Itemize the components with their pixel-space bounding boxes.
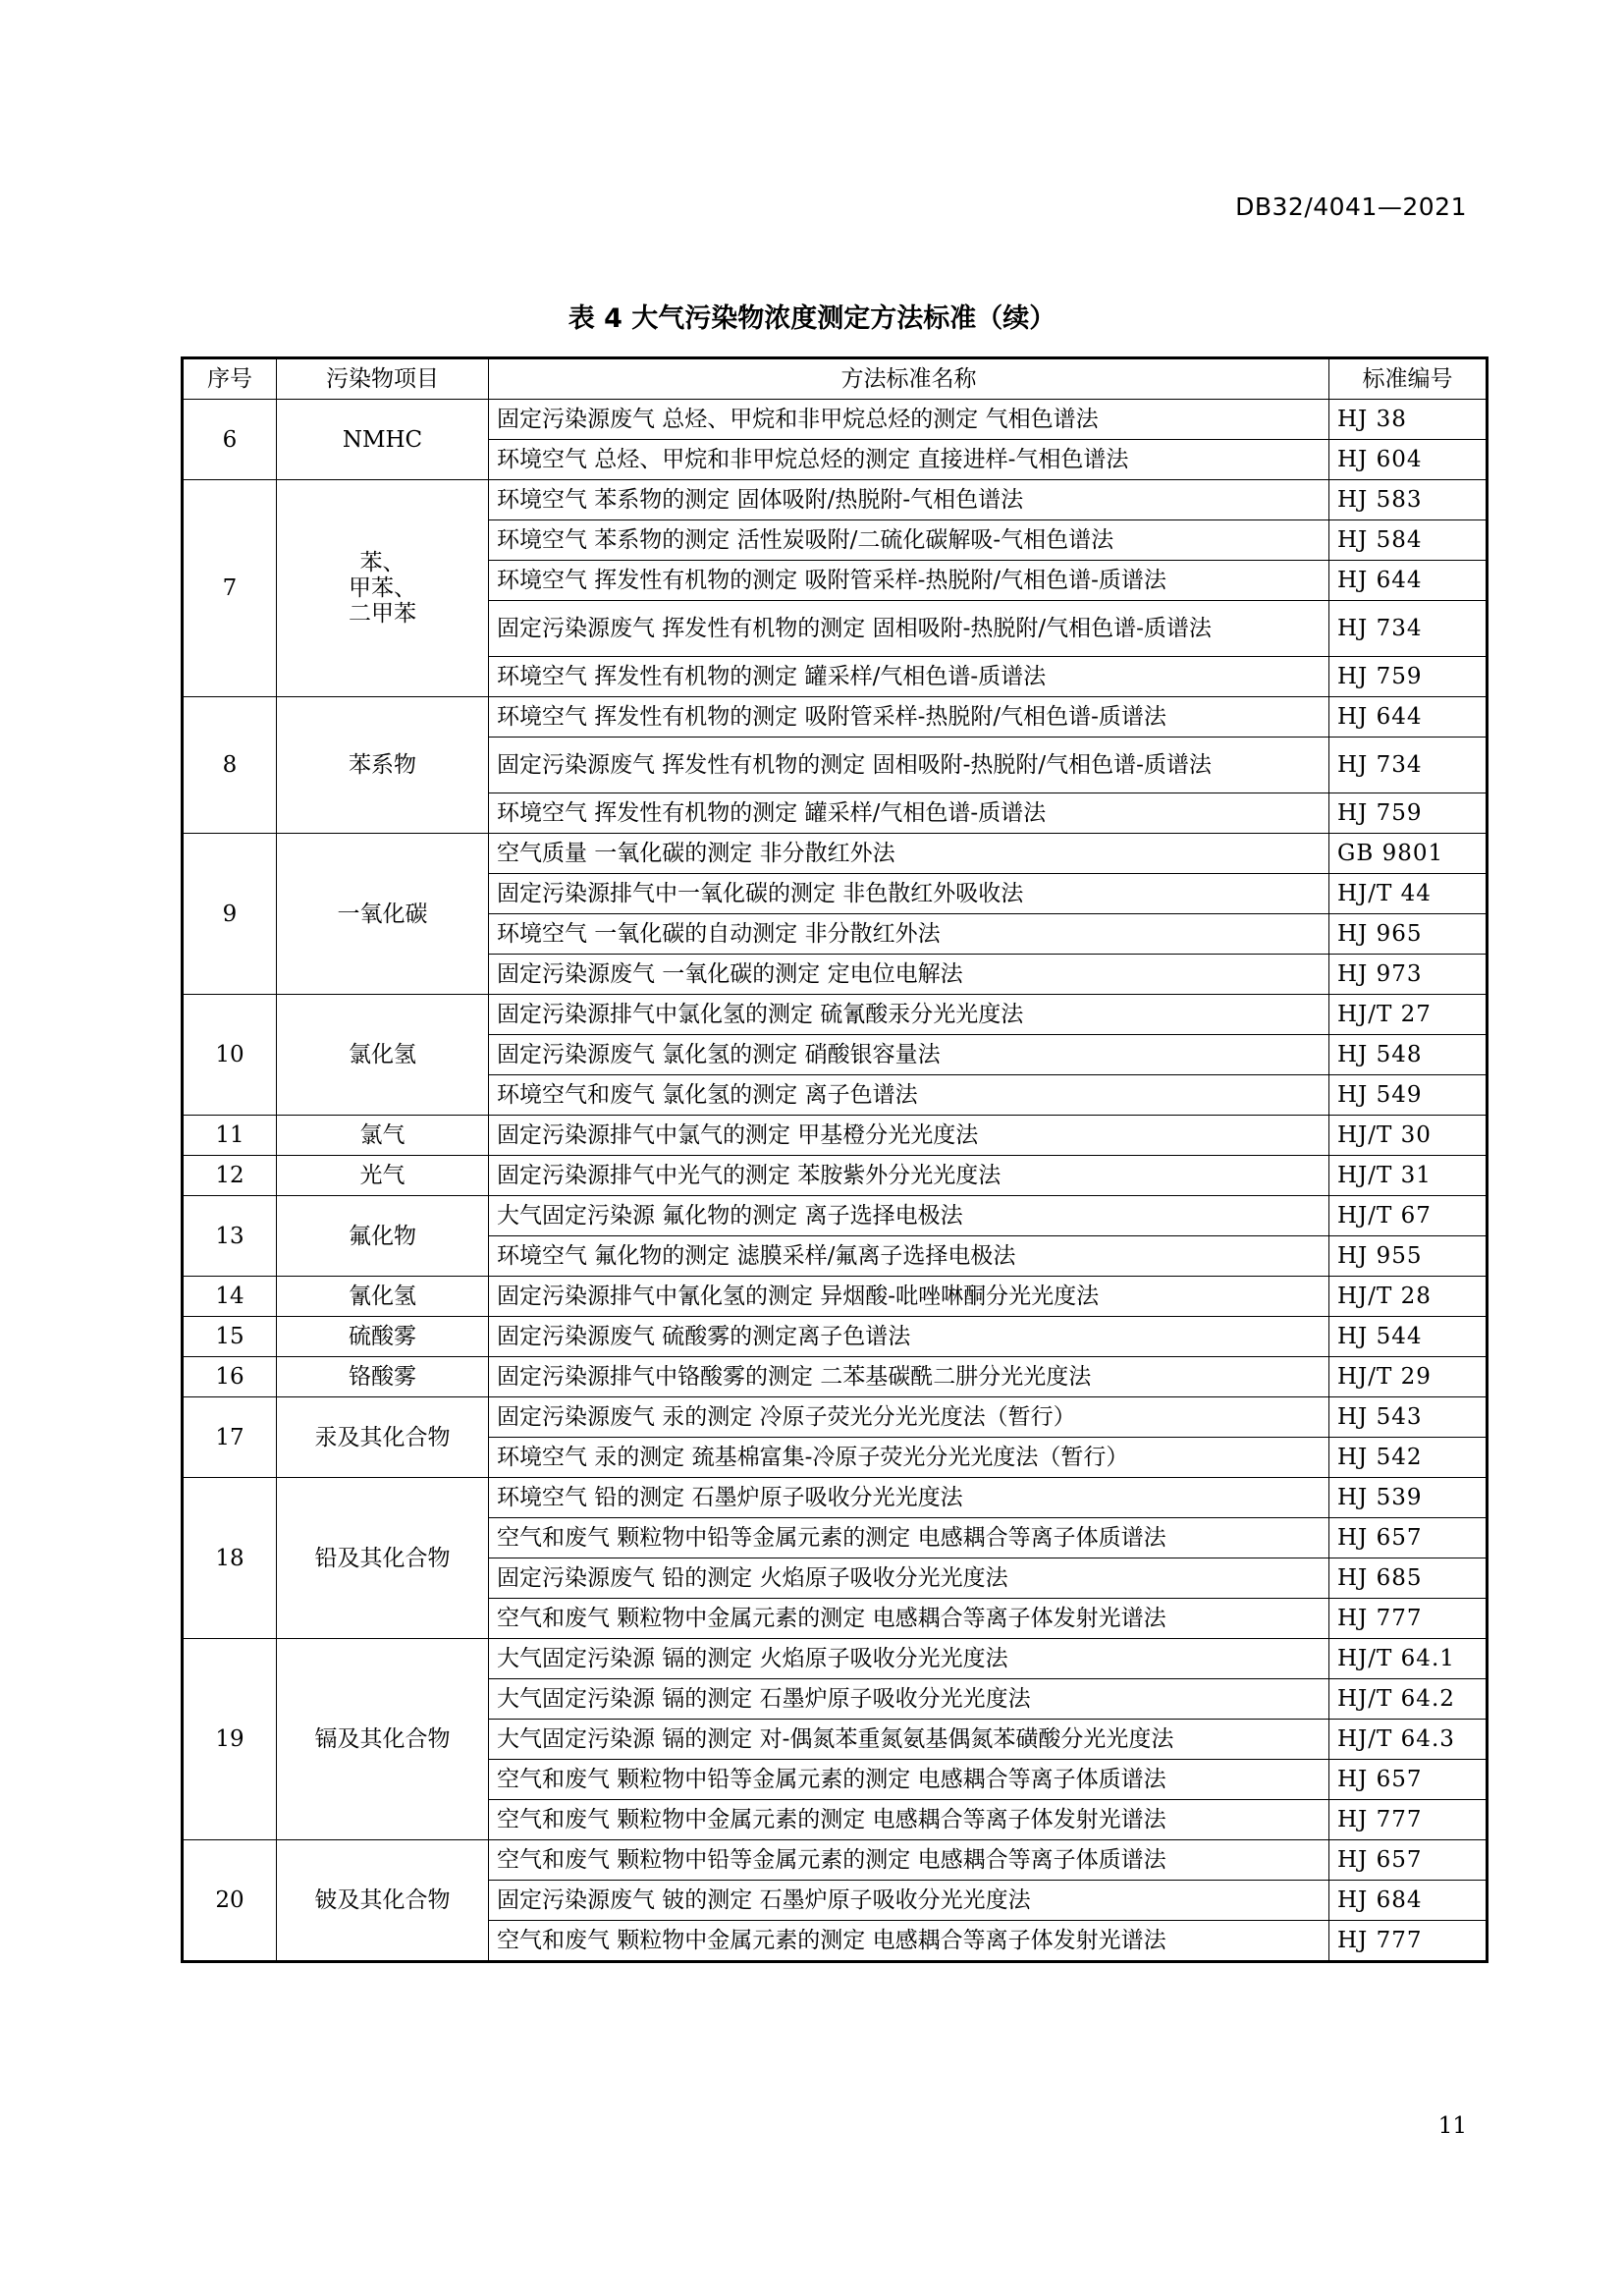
col-header-method: 方法标准名称 <box>489 358 1329 400</box>
row-number: 14 <box>183 1277 277 1317</box>
table-row <box>183 697 1488 738</box>
pollutant-item: 苯系物 <box>277 697 489 834</box>
row-number: 10 <box>183 995 277 1116</box>
table-row <box>183 1156 1488 1196</box>
standard-code: HJ 973 <box>1329 955 1488 995</box>
standard-code: HJ 644 <box>1329 561 1488 601</box>
method-name: 固定污染源废气 总烃、甲烷和非甲烷总烃的测定 气相色谱法 <box>489 400 1329 440</box>
method-name: 环境空气 挥发性有机物的测定 罐采样/气相色谱-质谱法 <box>489 793 1329 834</box>
pollutant-item: 苯、 甲苯、 二甲苯 <box>277 480 489 697</box>
method-name: 环境空气 汞的测定 巯基棉富集-冷原子荧光分光光度法（暂行） <box>489 1438 1329 1478</box>
row-number: 15 <box>183 1317 277 1357</box>
pollutant-item: 汞及其化合物 <box>277 1397 489 1478</box>
row-number: 7 <box>183 480 277 697</box>
method-name: 固定污染源排气中一氧化碳的测定 非色散红外吸收法 <box>489 874 1329 914</box>
pollutant-item: 铅及其化合物 <box>277 1478 489 1639</box>
standard-code: HJ 965 <box>1329 914 1488 955</box>
standard-code: HJ 955 <box>1329 1236 1488 1277</box>
standard-code: HJ 684 <box>1329 1881 1488 1921</box>
standard-code: HJ 759 <box>1329 657 1488 697</box>
row-number: 16 <box>183 1357 277 1397</box>
standard-code: HJ 544 <box>1329 1317 1488 1357</box>
table-row <box>183 1840 1488 1881</box>
row-number: 11 <box>183 1116 277 1156</box>
table-row <box>183 1277 1488 1317</box>
method-name: 固定污染源排气中铬酸雾的测定 二苯基碳酰二肼分光光度法 <box>489 1357 1329 1397</box>
method-name: 环境空气 挥发性有机物的测定 罐采样/气相色谱-质谱法 <box>489 657 1329 697</box>
method-name: 固定污染源废气 挥发性有机物的测定 固相吸附-热脱附/气相色谱-质谱法 <box>489 738 1329 793</box>
pollutant-item: 氟化物 <box>277 1196 489 1277</box>
row-number: 12 <box>183 1156 277 1196</box>
method-name: 大气固定污染源 镉的测定 对-偶氮苯重氮氨基偶氮苯磺酸分光光度法 <box>489 1720 1329 1760</box>
pollutant-item: 氯化氢 <box>277 995 489 1116</box>
standard-code: HJ 734 <box>1329 738 1488 793</box>
method-name: 环境空气 苯系物的测定 固体吸附/热脱附-气相色谱法 <box>489 480 1329 520</box>
table-row <box>183 1196 1488 1236</box>
standard-code: HJ/T 64.1 <box>1329 1639 1488 1679</box>
row-number: 9 <box>183 834 277 995</box>
row-number: 8 <box>183 697 277 834</box>
standard-code: HJ/T 28 <box>1329 1277 1488 1317</box>
method-name: 环境空气 挥发性有机物的测定 吸附管采样-热脱附/气相色谱-质谱法 <box>489 697 1329 738</box>
row-number: 19 <box>183 1639 277 1840</box>
standard-code: HJ 539 <box>1329 1478 1488 1518</box>
standard-code: HJ 759 <box>1329 793 1488 834</box>
row-number: 13 <box>183 1196 277 1277</box>
table-title: 表 4 大气污染物浓度测定方法标准（续） <box>568 303 1056 334</box>
table-body <box>183 400 1488 1962</box>
col-header-item: 污染物项目 <box>277 358 489 400</box>
method-name: 空气和废气 颗粒物中金属元素的测定 电感耦合等离子体发射光谱法 <box>489 1800 1329 1840</box>
method-name: 空气和废气 颗粒物中铅等金属元素的测定 电感耦合等离子体质谱法 <box>489 1518 1329 1558</box>
method-name: 大气固定污染源 氟化物的测定 离子选择电极法 <box>489 1196 1329 1236</box>
method-name: 固定污染源废气 一氧化碳的测定 定电位电解法 <box>489 955 1329 995</box>
standard-code: HJ 543 <box>1329 1397 1488 1438</box>
standard-code: HJ 657 <box>1329 1518 1488 1558</box>
standard-code: HJ 644 <box>1329 697 1488 738</box>
standard-code: HJ/T 30 <box>1329 1116 1488 1156</box>
method-name: 固定污染源废气 铅的测定 火焰原子吸收分光光度法 <box>489 1558 1329 1599</box>
method-name: 大气固定污染源 镉的测定 石墨炉原子吸收分光光度法 <box>489 1679 1329 1720</box>
method-name: 大气固定污染源 镉的测定 火焰原子吸收分光光度法 <box>489 1639 1329 1679</box>
table-row <box>183 480 1488 520</box>
standard-code: GB 9801 <box>1329 834 1488 874</box>
method-name: 空气和废气 颗粒物中金属元素的测定 电感耦合等离子体发射光谱法 <box>489 1599 1329 1639</box>
method-name: 固定污染源排气中氯化氢的测定 硫氰酸汞分光光度法 <box>489 995 1329 1035</box>
col-header-code: 标准编号 <box>1329 358 1488 400</box>
method-name: 空气和废气 颗粒物中铅等金属元素的测定 电感耦合等离子体质谱法 <box>489 1840 1329 1881</box>
page-number: 11 <box>1437 2113 1467 2139</box>
standards-table <box>181 356 1489 1963</box>
standard-code: HJ 777 <box>1329 1599 1488 1639</box>
standard-code: HJ/T 31 <box>1329 1156 1488 1196</box>
standard-code: HJ 777 <box>1329 1921 1488 1962</box>
standard-code: HJ 777 <box>1329 1800 1488 1840</box>
method-name: 固定污染源排气中光气的测定 苯胺紫外分光光度法 <box>489 1156 1329 1196</box>
standard-code: HJ 657 <box>1329 1760 1488 1800</box>
table-row <box>183 1397 1488 1438</box>
standard-code: HJ 604 <box>1329 440 1488 480</box>
method-name: 环境空气 铅的测定 石墨炉原子吸收分光光度法 <box>489 1478 1329 1518</box>
standard-code: HJ/T 44 <box>1329 874 1488 914</box>
table-row <box>183 400 1488 440</box>
standard-code: HJ/T 29 <box>1329 1357 1488 1397</box>
pollutant-item: 一氧化碳 <box>277 834 489 995</box>
method-name: 环境空气和废气 氯化氢的测定 离子色谱法 <box>489 1075 1329 1116</box>
standard-code: HJ 584 <box>1329 520 1488 561</box>
standard-code: HJ 38 <box>1329 400 1488 440</box>
method-name: 固定污染源废气 氯化氢的测定 硝酸银容量法 <box>489 1035 1329 1075</box>
table-row <box>183 1317 1488 1357</box>
row-number: 18 <box>183 1478 277 1639</box>
row-number: 6 <box>183 400 277 480</box>
method-name: 固定污染源废气 挥发性有机物的测定 固相吸附-热脱附/气相色谱-质谱法 <box>489 601 1329 657</box>
table-header-row <box>183 358 1488 400</box>
pollutant-item: 氯气 <box>277 1116 489 1156</box>
pollutant-item: 镉及其化合物 <box>277 1639 489 1840</box>
method-name: 空气和废气 颗粒物中金属元素的测定 电感耦合等离子体发射光谱法 <box>489 1921 1329 1962</box>
method-name: 固定污染源排气中氯气的测定 甲基橙分光光度法 <box>489 1116 1329 1156</box>
standard-code: HJ 657 <box>1329 1840 1488 1881</box>
document-code: DB32/4041—2021 <box>1235 192 1467 221</box>
table-row <box>183 995 1488 1035</box>
standard-code: HJ 583 <box>1329 480 1488 520</box>
col-header-no: 序号 <box>183 358 277 400</box>
method-name: 环境空气 一氧化碳的自动测定 非分散红外法 <box>489 914 1329 955</box>
method-name: 环境空气 苯系物的测定 活性炭吸附/二硫化碳解吸-气相色谱法 <box>489 520 1329 561</box>
method-name: 环境空气 总烃、甲烷和非甲烷总烃的测定 直接进样-气相色谱法 <box>489 440 1329 480</box>
standard-code: HJ/T 64.2 <box>1329 1679 1488 1720</box>
standard-code: HJ/T 64.3 <box>1329 1720 1488 1760</box>
method-name: 固定污染源废气 铍的测定 石墨炉原子吸收分光光度法 <box>489 1881 1329 1921</box>
method-name: 固定污染源废气 汞的测定 冷原子荧光分光光度法（暂行） <box>489 1397 1329 1438</box>
standard-code: HJ 549 <box>1329 1075 1488 1116</box>
table-row <box>183 1116 1488 1156</box>
method-name: 固定污染源排气中氰化氢的测定 异烟酸-吡唑啉酮分光光度法 <box>489 1277 1329 1317</box>
table-row <box>183 834 1488 874</box>
pollutant-item: 光气 <box>277 1156 489 1196</box>
table-row <box>183 1357 1488 1397</box>
pollutant-item: 氰化氢 <box>277 1277 489 1317</box>
method-name: 环境空气 挥发性有机物的测定 吸附管采样-热脱附/气相色谱-质谱法 <box>489 561 1329 601</box>
row-number: 20 <box>183 1840 277 1962</box>
method-name: 空气和废气 颗粒物中铅等金属元素的测定 电感耦合等离子体质谱法 <box>489 1760 1329 1800</box>
table-row <box>183 1478 1488 1518</box>
standard-code: HJ/T 67 <box>1329 1196 1488 1236</box>
pollutant-item: NMHC <box>277 400 489 480</box>
method-name: 环境空气 氟化物的测定 滤膜采样/氟离子选择电极法 <box>489 1236 1329 1277</box>
standard-code: HJ 734 <box>1329 601 1488 657</box>
standard-code: HJ/T 27 <box>1329 995 1488 1035</box>
standard-code: HJ 542 <box>1329 1438 1488 1478</box>
pollutant-item: 铍及其化合物 <box>277 1840 489 1962</box>
method-name: 固定污染源废气 硫酸雾的测定离子色谱法 <box>489 1317 1329 1357</box>
pollutant-item: 硫酸雾 <box>277 1317 489 1357</box>
pollutant-item: 铬酸雾 <box>277 1357 489 1397</box>
row-number: 17 <box>183 1397 277 1478</box>
table-row <box>183 1639 1488 1679</box>
method-name: 空气质量 一氧化碳的测定 非分散红外法 <box>489 834 1329 874</box>
standard-code: HJ 548 <box>1329 1035 1488 1075</box>
standard-code: HJ 685 <box>1329 1558 1488 1599</box>
